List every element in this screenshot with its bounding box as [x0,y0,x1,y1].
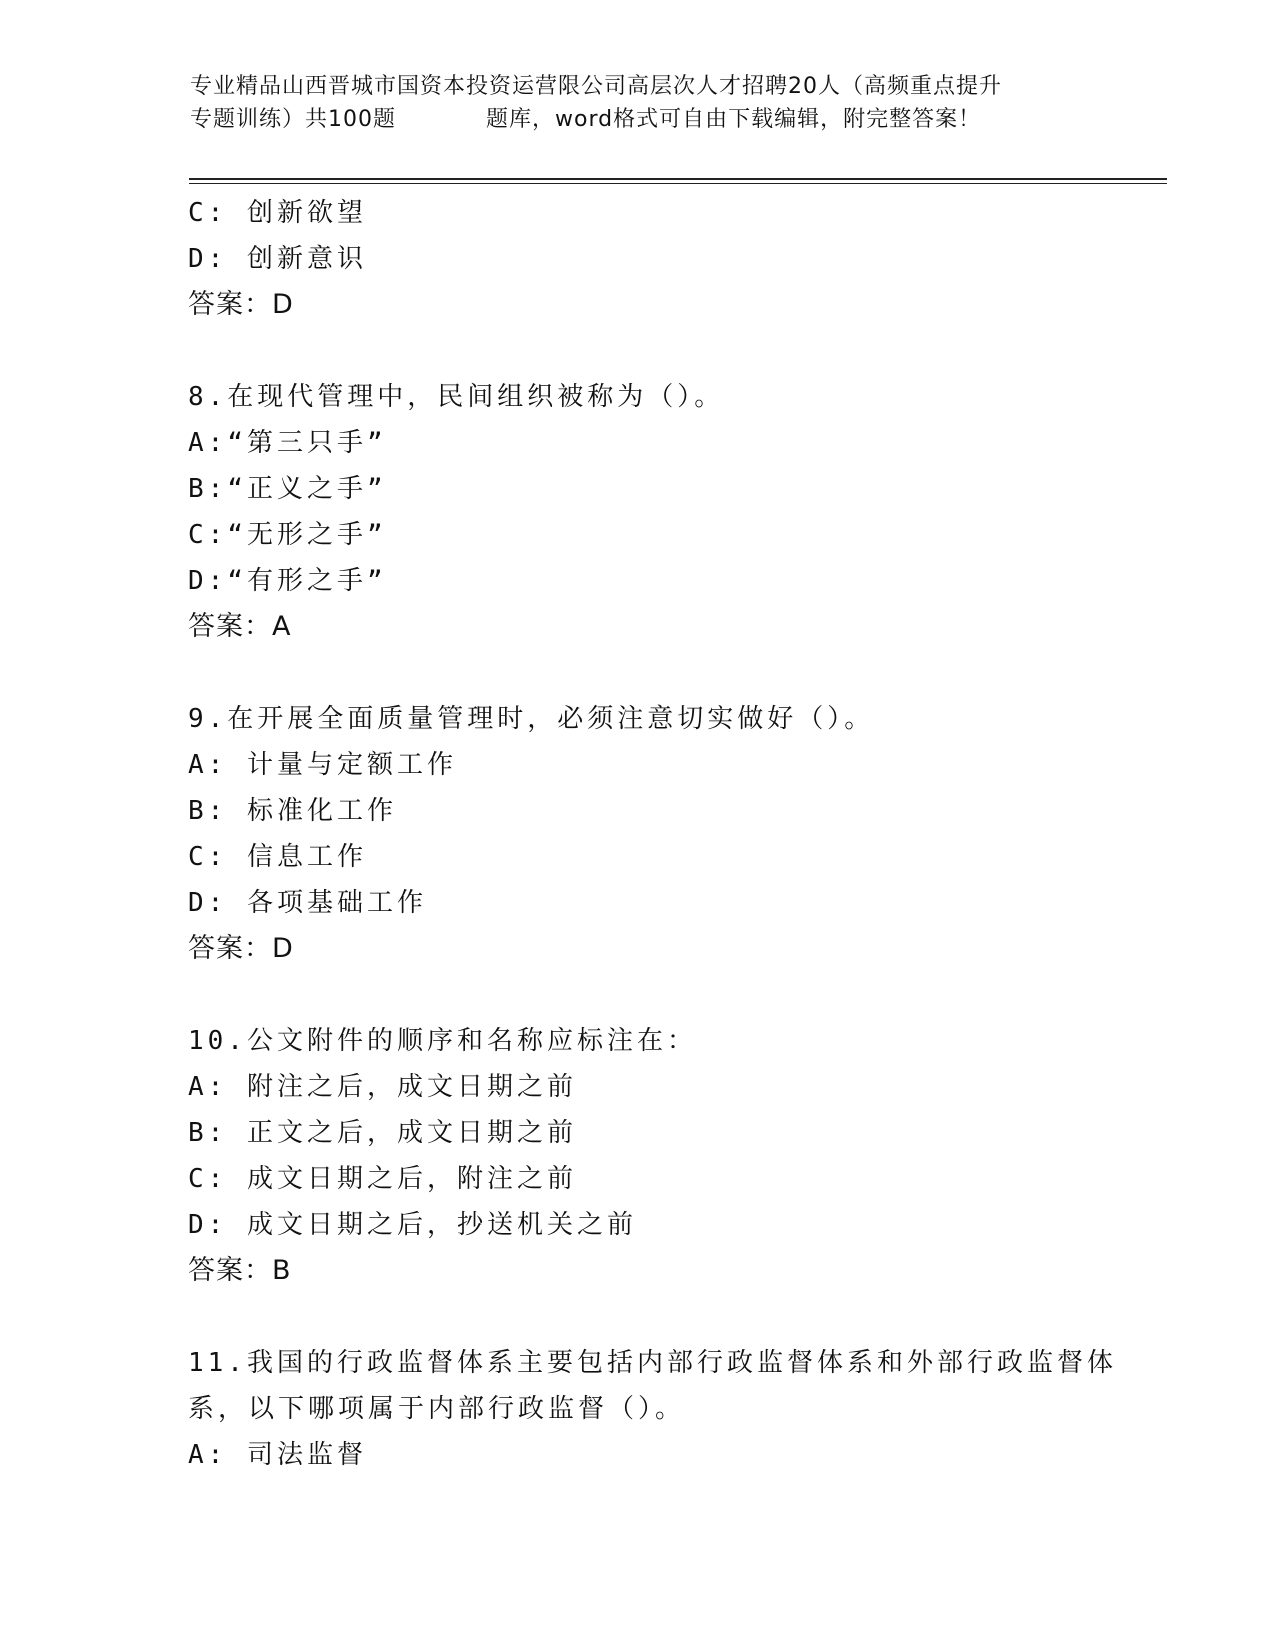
spacer [188,650,1088,696]
question-10 [188,1018,1088,1294]
header-title-part-2: 题库，word格式可自由下载编辑，附完整答案！ [486,107,982,132]
document-header [190,70,1090,136]
answer: 答案：D [188,933,294,964]
option-c: C:“无形之手” [188,520,387,550]
option-d: D: 成文日期之后，抄送机关之前 [188,1210,637,1240]
option-c: C: 信息工作 [188,842,367,872]
question-list [188,190,1117,1478]
header-title-line-1: 专业精品山西晋城市国资本投资运营限公司高层次人才招聘20人（高频重点提升 [190,74,1002,99]
question-7-carryover [188,190,1088,328]
question-stem-line-2: 系，以下哪项属于内部行政监督（）。 [188,1394,686,1424]
option-c: C: 创新欲望 [188,198,367,228]
spacer [188,972,1088,1018]
option-a: A:“第三只手” [188,428,387,458]
option-b: B: 标准化工作 [188,796,397,826]
question-stem-line-1: 11.我国的行政监督体系主要包括内部行政监督体系和外部行政监督体 [188,1348,1117,1378]
question-9 [188,696,1088,972]
question-8 [188,374,1088,650]
question-stem: 9.在开展全面质量管理时，必须注意切实做好（）。 [188,704,875,734]
header-title-part-1: 专题训练）共100题 [190,107,396,132]
option-d: D:“有形之手” [188,566,387,596]
option-d: D: 创新意识 [188,244,367,274]
question-stem: 8.在现代管理中，民间组织被称为（）。 [188,382,725,412]
option-b: B:“正义之手” [188,474,387,504]
answer: 答案：B [188,1255,292,1286]
option-b: B: 正文之后，成文日期之前 [188,1118,577,1148]
header-title-line-2 [190,103,1090,136]
question-11 [188,1340,1117,1478]
option-c: C: 成文日期之后，附注之前 [188,1164,577,1194]
option-a: A: 司法监督 [188,1440,367,1470]
answer: 答案：A [188,611,292,642]
answer: 答案：D [188,289,294,320]
spacer [188,328,1088,374]
option-a: A: 附注之后，成文日期之前 [188,1072,577,1102]
spacer [188,1294,1088,1340]
header-rule-thick [189,178,1167,180]
option-a: A: 计量与定额工作 [188,750,457,780]
option-d: D: 各项基础工作 [188,888,427,918]
header-rule-thin [189,183,1167,184]
question-stem: 10.公文附件的顺序和名称应标注在： [188,1026,697,1056]
